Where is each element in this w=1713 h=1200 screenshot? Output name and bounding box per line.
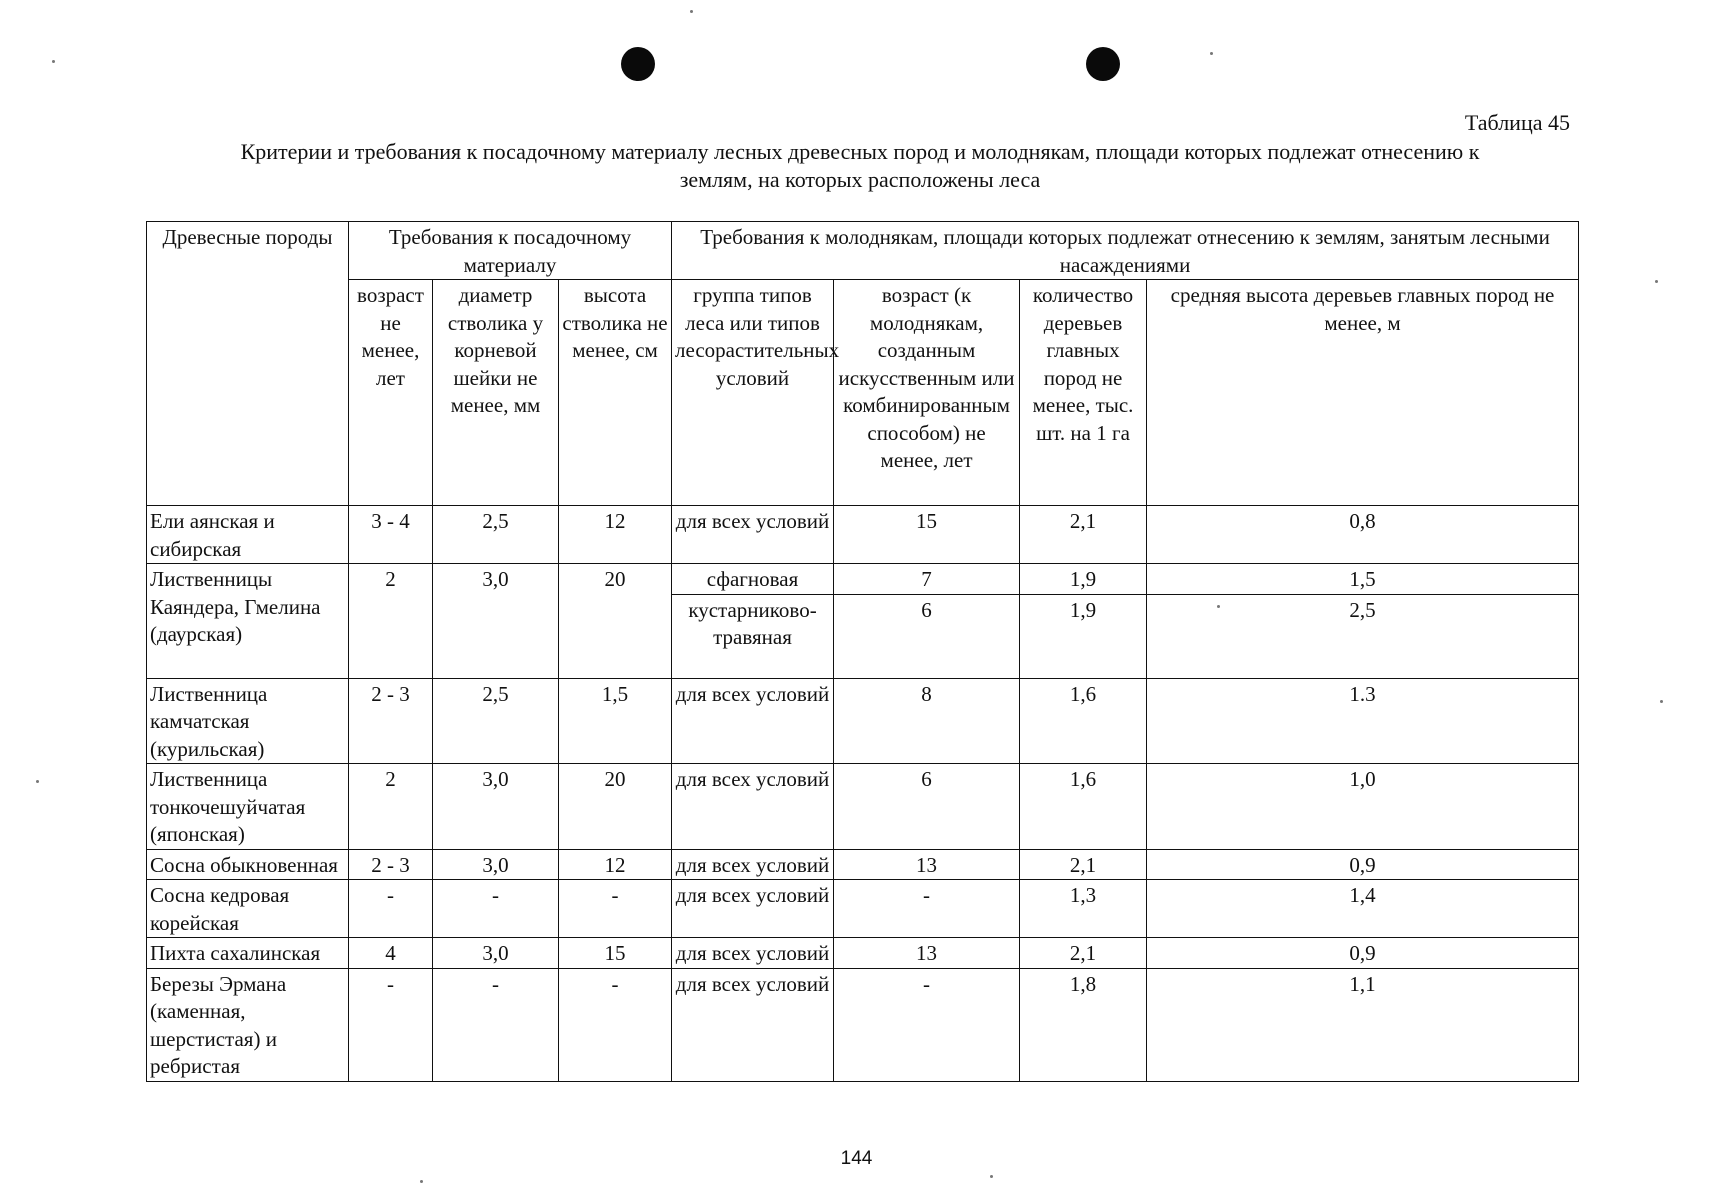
cell-height: -	[559, 880, 672, 938]
cell-height: 20	[559, 764, 672, 850]
table-title	[150, 138, 1570, 194]
header-forest-type: группа типов леса или типов лесорастительных условий	[672, 280, 834, 506]
cell-diameter: 3,0	[433, 938, 559, 969]
cell-species: Лиственница тонкочешуйчатая (японская)	[147, 764, 349, 850]
cell-age: 3 - 4	[349, 506, 433, 564]
cell-young-age: 13	[834, 849, 1020, 880]
cell-tree-count: 1,3	[1020, 880, 1147, 938]
cell-age: 4	[349, 938, 433, 969]
cell-age: 2 - 3	[349, 849, 433, 880]
scan-speck	[1217, 605, 1220, 608]
cell-diameter: 2,5	[433, 678, 559, 764]
cell-avg-height: 1.3	[1147, 678, 1579, 764]
header-height: высота стволика не менее, см	[559, 280, 672, 506]
cell-age: 2	[349, 764, 433, 850]
cell-height: 15	[559, 938, 672, 969]
cell-height: 1,5	[559, 678, 672, 764]
cell-diameter: 3,0	[433, 764, 559, 850]
cell-young-age: 7	[834, 564, 1020, 595]
header-tree-count: количество деревьев главных пород не менее, тыс. шт. на 1 га	[1020, 280, 1147, 506]
cell-age: -	[349, 880, 433, 938]
scan-speck	[1210, 52, 1213, 55]
cell-forest-type: для всех условий	[672, 849, 834, 880]
header-diameter: диаметр стволика у корневой шейки не менее, мм	[433, 280, 559, 506]
cell-diameter: -	[433, 880, 559, 938]
header-young-age: возраст (к молоднякам, созданным искусственным или комбинированным способом) не менее, лет	[834, 280, 1020, 506]
scan-speck	[1660, 700, 1663, 703]
table-title-line-1: Критерии и требования к посадочному материалу лесных древесных пород и молоднякам, площади которых подлежат отнесению к	[240, 139, 1480, 164]
cell-diameter: 3,0	[433, 564, 559, 679]
cell-diameter: 2,5	[433, 506, 559, 564]
cell-forest-type: для всех условий	[672, 968, 834, 1081]
header-young-stands: Требования к молоднякам, площади которых подлежат отнесению к землям, занятым лесными насаждениями	[672, 222, 1579, 280]
cell-forest-type: кустарниково-травяная	[672, 594, 834, 678]
cell-diameter: 3,0	[433, 849, 559, 880]
cell-forest-type: для всех условий	[672, 938, 834, 969]
cell-species: Пихта сахалинская	[147, 938, 349, 969]
cell-species: Лиственница камчатская (курильская)	[147, 678, 349, 764]
cell-tree-count: 1,9	[1020, 564, 1147, 595]
requirements-table	[146, 221, 1579, 1082]
cell-forest-type: для всех условий	[672, 678, 834, 764]
cell-age: 2 - 3	[349, 678, 433, 764]
cell-diameter: -	[433, 968, 559, 1081]
cell-avg-height: 1,4	[1147, 880, 1579, 938]
cell-forest-type: для всех условий	[672, 880, 834, 938]
cell-age: -	[349, 968, 433, 1081]
cell-species: Ели аянская и сибирская	[147, 506, 349, 564]
header-avg-height: средняя высота деревьев главных пород не менее, м	[1147, 280, 1579, 506]
cell-tree-count: 1,6	[1020, 764, 1147, 850]
cell-tree-count: 1,6	[1020, 678, 1147, 764]
cell-avg-height: 2,5	[1147, 594, 1579, 678]
table-row	[147, 968, 1579, 1081]
cell-height: 12	[559, 849, 672, 880]
cell-tree-count: 2,1	[1020, 506, 1147, 564]
cell-avg-height: 1,5	[1147, 564, 1579, 595]
table-row	[147, 880, 1579, 938]
table-title-line-2: землям, на которых расположены леса	[679, 167, 1041, 192]
cell-young-age: 8	[834, 678, 1020, 764]
header-age: возраст не менее, лет	[349, 280, 433, 506]
cell-avg-height: 0,9	[1147, 938, 1579, 969]
scan-speck	[52, 60, 55, 63]
scan-speck	[420, 1180, 423, 1183]
cell-species: Лиственницы Каяндера, Гмелина (даурская)	[147, 564, 349, 679]
scan-speck	[1655, 280, 1658, 283]
cell-height: 12	[559, 506, 672, 564]
cell-forest-type: сфагновая	[672, 564, 834, 595]
cell-avg-height: 0,8	[1147, 506, 1579, 564]
cell-tree-count: 2,1	[1020, 849, 1147, 880]
table-row	[147, 506, 1579, 564]
header-species: Древесные породы	[147, 222, 349, 506]
table-row	[147, 849, 1579, 880]
cell-species: Березы Эрмана (каменная, шерстистая) и ребристая	[147, 968, 349, 1081]
cell-young-age: -	[834, 968, 1020, 1081]
cell-tree-count: 1,9	[1020, 594, 1147, 678]
cell-young-age: 13	[834, 938, 1020, 969]
binder-hole	[1086, 47, 1120, 81]
cell-age: 2	[349, 564, 433, 679]
scan-speck	[690, 10, 693, 13]
cell-avg-height: 1,1	[1147, 968, 1579, 1081]
cell-height: -	[559, 968, 672, 1081]
cell-young-age: 6	[834, 594, 1020, 678]
cell-forest-type: для всех условий	[672, 764, 834, 850]
table-row	[147, 764, 1579, 850]
table-row	[147, 564, 1579, 595]
page-number: 144	[840, 1148, 873, 1169]
scan-speck	[36, 780, 39, 783]
cell-young-age: -	[834, 880, 1020, 938]
header-planting-material: Требования к посадочному материалу	[349, 222, 672, 280]
cell-height: 20	[559, 564, 672, 679]
cell-tree-count: 1,8	[1020, 968, 1147, 1081]
binder-hole	[621, 47, 655, 81]
cell-avg-height: 0,9	[1147, 849, 1579, 880]
cell-species: Сосна обыкновенная	[147, 849, 349, 880]
cell-young-age: 15	[834, 506, 1020, 564]
table-row	[147, 678, 1579, 764]
table-row	[147, 938, 1579, 969]
cell-species: Сосна кедровая корейская	[147, 880, 349, 938]
cell-avg-height: 1,0	[1147, 764, 1579, 850]
table-number: Таблица 45	[1464, 110, 1570, 135]
cell-forest-type: для всех условий	[672, 506, 834, 564]
cell-young-age: 6	[834, 764, 1020, 850]
cell-tree-count: 2,1	[1020, 938, 1147, 969]
scan-speck	[990, 1175, 993, 1178]
